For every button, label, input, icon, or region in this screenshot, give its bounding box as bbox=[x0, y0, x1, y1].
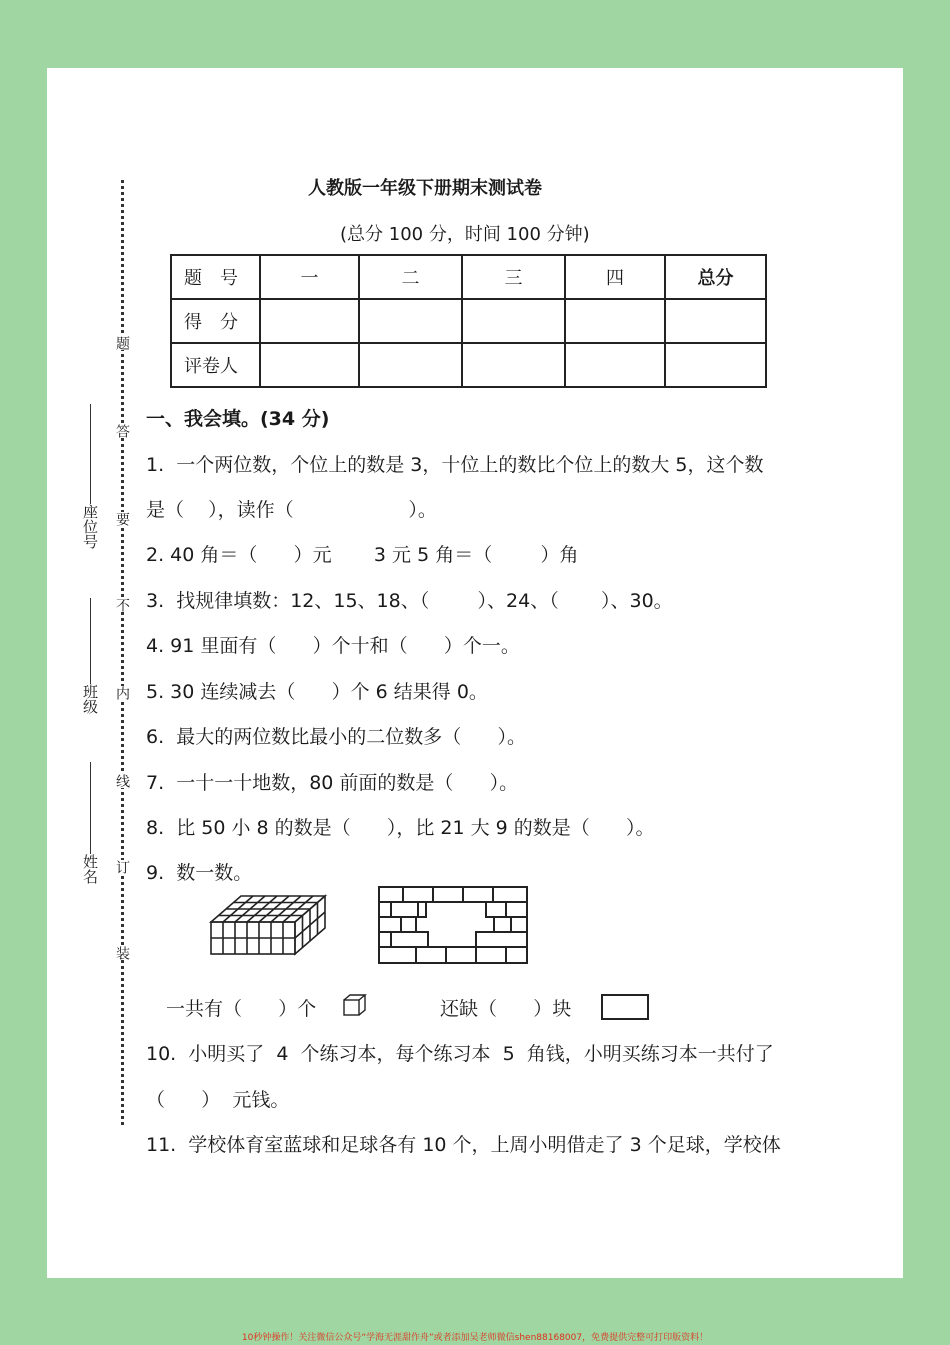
margin-char: 内 bbox=[114, 686, 130, 700]
header-cell: 二 bbox=[359, 255, 462, 299]
score-table-row bbox=[171, 299, 766, 343]
grader-cell[interactable] bbox=[462, 343, 565, 387]
question-text: 是（ ），读作（ ）。 bbox=[146, 499, 437, 521]
margin-char: 答 bbox=[114, 424, 130, 438]
question-text: （ ） 元钱。 bbox=[146, 1089, 290, 1111]
grader-cell[interactable] bbox=[665, 343, 766, 387]
score-cell[interactable] bbox=[462, 299, 565, 343]
question-text: 6. 最大的两位数比最小的二位数多（ ）。 bbox=[146, 726, 526, 748]
header-cell: 四 bbox=[565, 255, 665, 299]
cube-icon bbox=[342, 993, 368, 1017]
header-cell: 题 号 bbox=[171, 255, 260, 299]
header-cell: 一 bbox=[260, 255, 359, 299]
score-table-header-row bbox=[171, 255, 766, 299]
seat-number-line bbox=[90, 404, 91, 504]
grader-cell[interactable] bbox=[565, 343, 665, 387]
header-cell: 总分 bbox=[665, 255, 766, 299]
question-text: 10. 小明买了 4 个练习本，每个练习本 5 角钱，小明买练习本一共付了 bbox=[146, 1043, 774, 1065]
name-line bbox=[90, 762, 91, 854]
header-cell: 三 bbox=[462, 255, 565, 299]
brick-wall-figure bbox=[376, 884, 531, 966]
row-label: 评卷人 bbox=[171, 343, 260, 387]
grader-cell[interactable] bbox=[260, 343, 359, 387]
margin-char: 要 bbox=[114, 512, 130, 526]
cube-block-figure bbox=[205, 888, 330, 960]
question-text: 4. 91 里面有（ ）个十和（ ）个一。 bbox=[146, 635, 520, 657]
question-text: 2. 40 角＝（ ）元 3 元 5 角＝（ ）角 bbox=[146, 544, 579, 566]
exam-subtitle: (总分 100 分，时间 100 分钟) bbox=[340, 224, 590, 245]
question-text: 8. 比 50 小 8 的数是（ ），比 21 大 9 的数是（ ）。 bbox=[146, 817, 655, 839]
footer-notice: 10秒钟操作！关注微信公众号“学海无涯甜作舟”或者添加吴老师微信shen88168007，免费提供完整可打印版资料！ bbox=[241, 1333, 709, 1343]
margin-char: 装 bbox=[114, 946, 130, 960]
brick-icon bbox=[601, 994, 649, 1020]
question-text: 3. 找规律填数：12、15、18、（ ）、24、（ ）、30。 bbox=[146, 590, 673, 612]
margin-char: 线 bbox=[114, 774, 130, 788]
question-text: 1. 一个两位数，个位上的数是 3，十位上的数比个位上的数大 5，这个数 bbox=[146, 454, 764, 476]
question-text: 7. 一十一十地数，80 前面的数是（ ）。 bbox=[146, 772, 519, 794]
question-text: 11. 学校体育室蓝球和足球各有 10 个，上周小明借走了 3 个足球，学校体 bbox=[146, 1134, 781, 1156]
margin-char: 订 bbox=[114, 860, 130, 874]
seat-number-label: 座位号 bbox=[81, 504, 99, 549]
score-cell[interactable] bbox=[260, 299, 359, 343]
class-label: 班级 bbox=[81, 684, 99, 714]
q9-brick-answer: 还缺（ ）块 bbox=[440, 998, 572, 1020]
score-cell[interactable] bbox=[359, 299, 462, 343]
q9-cube-answer: 一共有（ ）个 bbox=[166, 998, 317, 1020]
row-label: 得 分 bbox=[171, 299, 260, 343]
class-field[interactable] bbox=[80, 596, 101, 714]
exam-title: 人教版一年级下册期末测试卷 bbox=[308, 178, 542, 199]
score-cell[interactable] bbox=[565, 299, 665, 343]
name-label: 姓名 bbox=[81, 854, 99, 884]
seat-number-field[interactable] bbox=[80, 402, 101, 549]
section-title: 一、我会填。(34 分) bbox=[146, 408, 330, 430]
score-table bbox=[170, 254, 767, 388]
binding-dotted-line bbox=[121, 180, 124, 1125]
question-text: 5. 30 连续减去（ ）个 6 结果得 0。 bbox=[146, 681, 488, 703]
margin-char: 不 bbox=[114, 598, 130, 612]
question-text: 9. 数一数。 bbox=[146, 862, 253, 884]
name-field[interactable] bbox=[80, 760, 101, 884]
class-line bbox=[90, 598, 91, 684]
score-cell[interactable] bbox=[665, 299, 766, 343]
score-table-row bbox=[171, 343, 766, 387]
grader-cell[interactable] bbox=[359, 343, 462, 387]
margin-char: 题 bbox=[114, 336, 130, 350]
